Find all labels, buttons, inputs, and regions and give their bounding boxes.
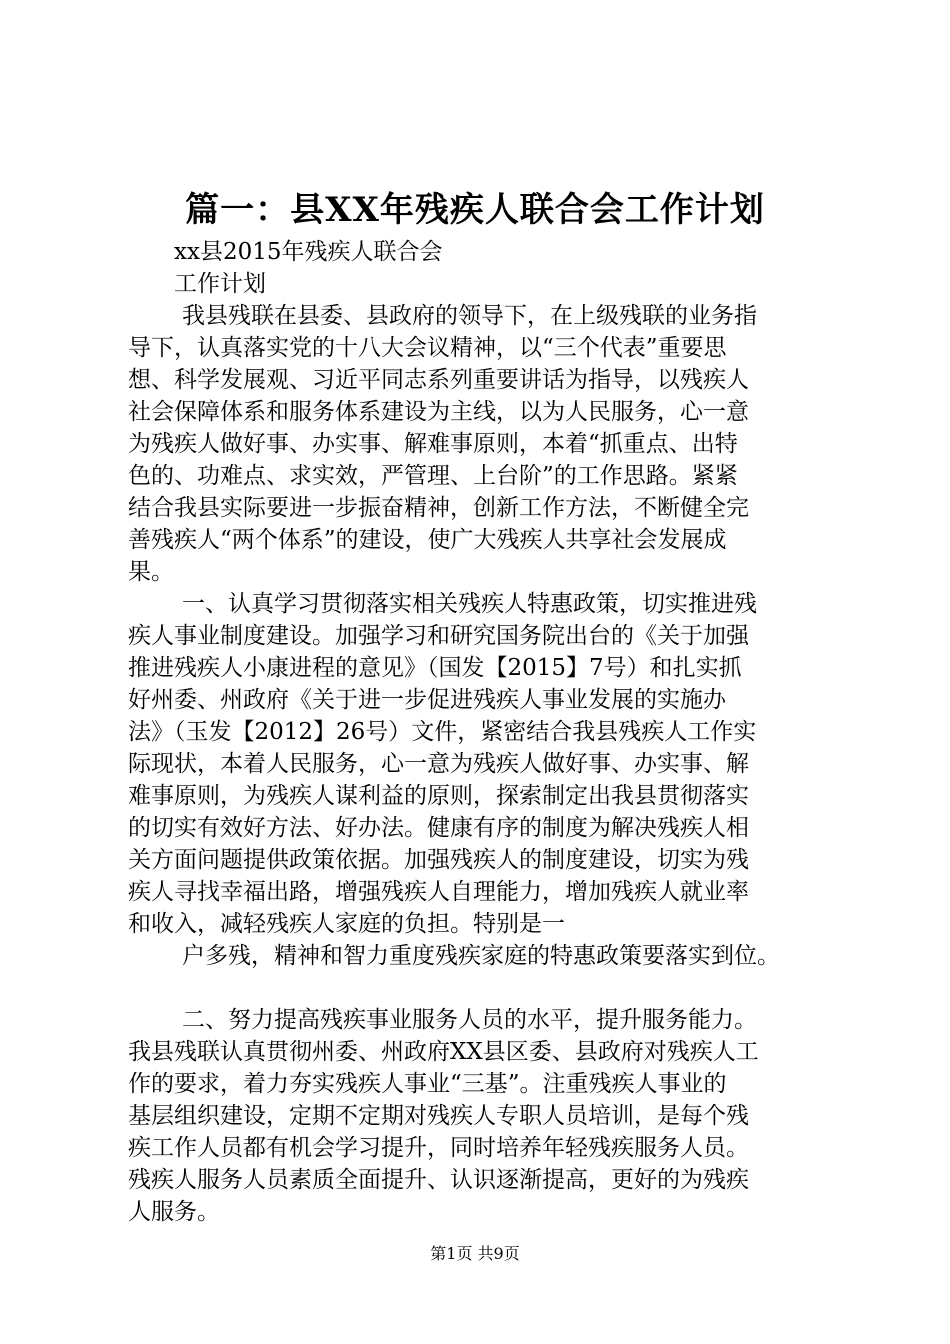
paragraph-line: 好州委、州政府《关于进一步促进残疾人事业发展的实施办 [128,687,726,713]
paragraph-line: 二、努力提高残疾事业服务人员的水平，提升服务能力。 [182,1007,757,1033]
paragraph-line: 关方面问题提供政策依据。加强残疾人的制度建设，切实为残 [128,847,749,873]
paragraph-line: 基层组织建设，定期不定期对残疾人专职人员培训，是每个残 [128,1103,749,1129]
paragraph-line: 疾人事业制度建设。加强学习和研究国务院出台的《关于加强 [128,623,749,649]
paragraph-line: 善残疾人“两个体系”的建设，使广大残疾人共享社会发展成 [128,527,727,553]
paragraph-line: 难事原则，为残疾人谋利益的原则，探索制定出我县贯彻落实 [128,783,749,809]
paragraph-line: 导下，认真落实党的十八大会议精神，以“三个代表”重要思 [128,335,727,361]
paragraph-line: 为残疾人做好事、办实事、解难事原则，本着“抓重点、出特 [128,431,738,457]
paragraph-line: 作的要求，着力夯实残疾人事业“三基”。注重残疾人事业的 [128,1071,727,1097]
paragraph-spacer [128,972,828,1004]
paragraph-line: 残疾人服务人员素质全面提升、认识逐渐提高，更好的为残疾 [128,1167,749,1193]
paragraph-line: 我县残联认真贯彻州委、州政府XX县区委、县政府对残疾人工 [128,1039,759,1065]
paragraph-line: 疾工作人员都有机会学习提升，同时培养年轻残疾服务人员。 [128,1135,749,1161]
paragraph-line: 疾人寻找幸福出路，增强残疾人自理能力，增加残疾人就业率 [128,879,749,905]
paragraph-line: 结合我县实际要进一步振奋精神，创新工作方法，不断健全完 [128,495,749,521]
paragraph-line: 想、科学发展观、习近平同志系列重要讲话为指导，以残疾人 [128,367,749,393]
paragraph-line: 一、认真学习贯彻落实相关残疾人特惠政策，切实推进残 [182,591,757,617]
paragraph-line: 我县残联在县委、县政府的领导下，在上级残联的业务指 [182,303,757,329]
paragraph-line: 社会保障体系和服务体系建设为主线，以为人民服务，心一意 [128,399,749,425]
paragraph-line: 的切实有效好方法、好办法。健康有序的制度为解决残疾人相 [128,815,749,841]
paragraph-line: 际现状，本着人民服务，心一意为残疾人做好事、办实事、解 [128,751,749,777]
paragraph-line: 果。 [128,559,174,585]
paragraph-line: 人服务。 [128,1199,220,1225]
paragraph-line: 推进残疾人小康进程的意见》（国发【2015】7号）和扎实抓 [128,655,742,681]
page-number-footer: 第1页 共9页 [430,1244,520,1263]
paragraph-line: 户多残，精神和智力重度残疾家庭的特惠政策要落实到位。 [182,943,780,969]
subtitle-line: 工作计划 [174,271,266,297]
document-title: 篇一：县XX年残疾人联合会工作计划 [185,190,765,230]
document-body [128,236,828,1228]
paragraph-line: 色的、功难点、求实效，严管理、上台阶”的工作思路。紧紧 [128,463,738,489]
subtitle-line: xx县2015年残疾人联合会 [174,239,443,265]
paragraph-line: 和收入，减轻残疾人家庭的负担。特别是一 [128,911,565,937]
paragraph-line: 法》（玉发【2012】26号）文件，紧密结合我县残疾人工作实 [128,719,757,745]
